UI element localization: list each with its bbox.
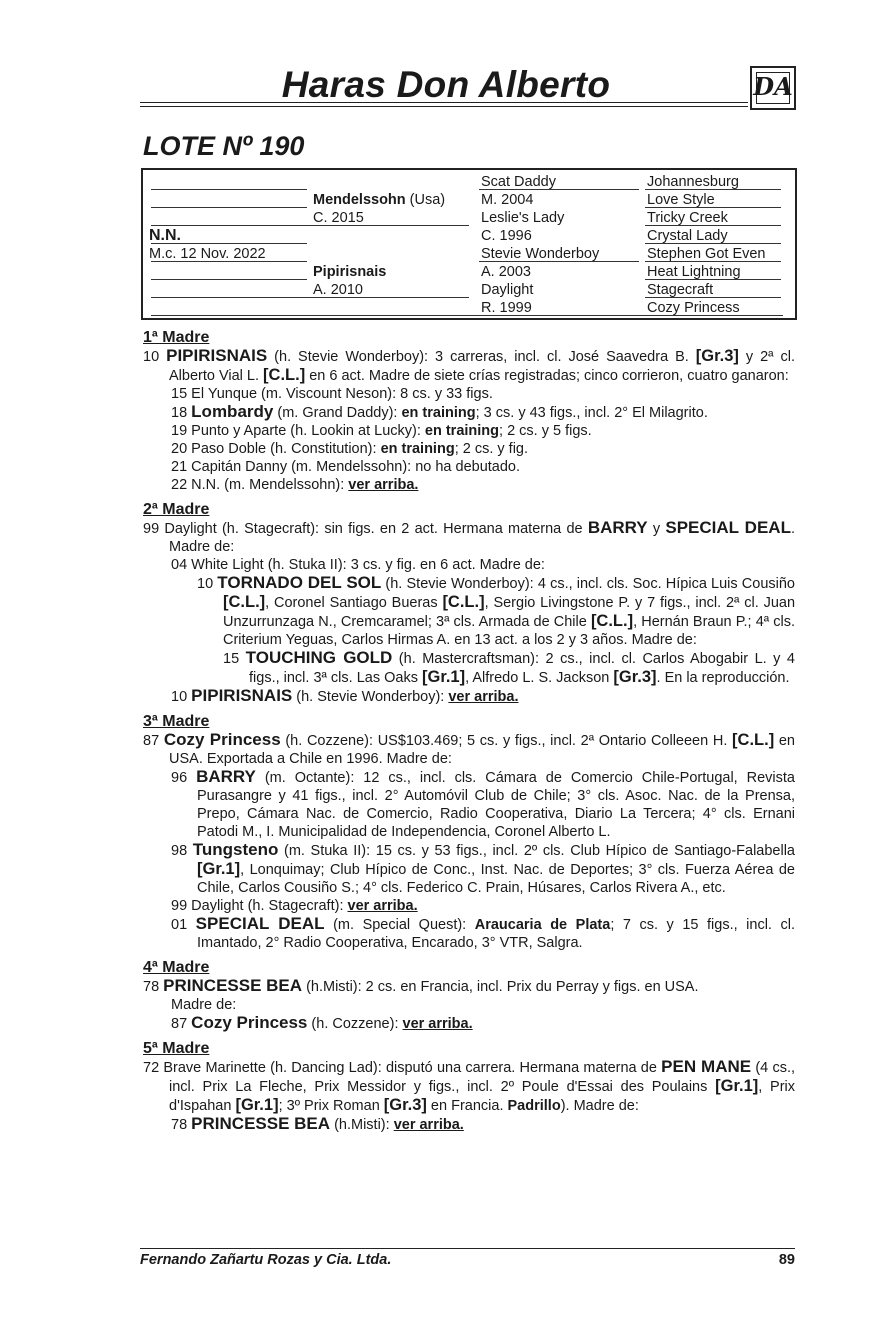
grade-badge: [C.L.] [442,593,485,611]
horse-name: Tungsteno [192,840,279,859]
offspring-entry: 96 BARRY (m. Octante): 12 cs., incl. cls. Cámara de Comercio Chile-Portugal, Revista Purasangre y 41 figs., incl. 2° Automóvil Club de Chile; 3° cls. Asoc. Nac. de la Prensa, Prepo, Cámara Nac. de Comercio, Radio Cooperativa, Diario La Tercera; 4° cls. Ernani Patodi M., I. Municipalidad de Independencia, Coronel Alberto L. [171,767,795,840]
ver-arriba-ref: ver arriba. [393,1117,464,1133]
dam-entry-cont: Madre de: [171,997,237,1013]
grade-badge: [Gr.1] [421,668,466,686]
page-footer [140,1248,795,1268]
gg-cell: Tricky Creek [647,210,728,226]
pedigree-table [141,168,797,320]
offspring-entry: 04 White Light (h. Stuka II): 3 cs. y fig. en 6 act. Madre de: [171,557,545,573]
ped-line [151,207,307,208]
sire-name: Mendelssohn [313,192,406,208]
subject-info: M.c. 12 Nov. 2022 [149,246,266,262]
sd-name: Leslie's Lady [481,210,565,226]
horse-name: SPECIAL DEAL [195,914,325,933]
gg-cell: Cozy Princess [647,300,740,316]
dam-entry: 87 Cozy Princess (h. Cozzene): US$103.469; 5 cs. y figs., incl. 2ª Ontario Colleeen H. [C.L.] en USA. Exportada a Chile en 1996. Madre de: [143,730,795,767]
grade-badge: [C.L.] [732,731,775,749]
dd-info: R. 1999 [481,300,532,316]
subject-name: N.N. [149,227,181,244]
dam-name: Pipirisnais [313,264,387,280]
offspring-entry: 01 SPECIAL DEAL (m. Special Quest): Araucaria de Plata; 7 cs. y 15 figs., incl. cl. Imantado, 2° Radio Cooperativa, Encarado, 3° VTR, Salgra. [171,914,795,951]
horse-name: TOUCHING GOLD [245,648,393,667]
horse-name: PIPIRISNAIS [166,346,268,365]
offspring-entry: 21 Capitán Danny (m. Mendelssohn): no ha debutado. [171,459,521,475]
dd-name: Daylight [481,282,534,298]
horse-name: TORNADO DEL SOL [217,573,382,592]
section-title: 1ª Madre [143,329,210,346]
lote-title: LOTE Nº 190 [143,131,305,161]
page-title: Haras Don Alberto [281,64,611,105]
grade-badge: [Gr.3] [613,668,657,686]
offspring-entry: 10 PIPIRISNAIS (h. Stevie Wonderboy): ver arriba. [171,686,519,705]
grade-badge: [C.L.] [223,593,266,611]
sire-cell [313,192,445,208]
section-4a-madre [143,958,795,1033]
header-rule-top [140,102,748,103]
offspring-entry: 19 Punto y Aparte (h. Lookin at Lucky): en training; 2 cs. y 5 figs. [171,423,592,439]
ped-line [151,297,469,298]
section-1a-madre [143,328,795,494]
horse-name: SPECIAL DEAL [665,518,791,537]
horse-name: BARRY [587,518,648,537]
section-5a-madre [143,1039,795,1134]
gg-cell: Crystal Lady [647,228,728,244]
gg-cell: Johannesburg [647,174,739,190]
gg-cell: Stagecraft [647,282,714,298]
ped-line [151,189,307,190]
grade-badge: [Gr.1] [197,860,241,878]
horse-name: PEN MANE [661,1057,752,1076]
section-title: 5ª Madre [143,1040,210,1057]
page-header [140,62,800,112]
dam-entry: 72 Brave Marinette (h. Dancing Lad): disputó una carrera. Hermana materna de PEN MANE (4 cs., incl. Prix La Fleche, Prix Messidor y figs., incl. 2º Poule d'Essai des Poulains [Gr.1], Prix d'Ispahan [Gr.1]; 3º Prix Roman [Gr.3] en Francia. Padrillo). Madre de: [143,1057,796,1114]
ds-name: Stevie Wonderboy [481,246,600,262]
section-title: 3ª Madre [143,713,210,730]
ver-arriba-ref: ver arriba. [402,1016,473,1032]
dam-entry: 99 Daylight (h. Stagecraft): sin figs. en 2 act. Hermana materna de BARRY y SPECIAL DEAL. Madre de: [143,518,795,555]
offspring-entry: 87 Cozy Princess (h. Cozzene): ver arriba. [171,1013,473,1032]
offspring-entry: 22 N.N. (m. Mendelssohn): ver arriba. [171,477,419,493]
grade-badge: [Gr.1] [715,1077,759,1095]
ver-arriba-ref: ver arriba. [348,477,419,493]
dam-entry: 10 PIPIRISNAIS (h. Stevie Wonderboy): 3 carreras, incl. cl. José Saavedra B. [Gr.3] y 2ª cl. Alberto Vial L. [C.L.] en 6 act. Madre de siete crías registradas; cinco corrieron, cuatro ganaron: [143,346,795,384]
horse-name: PIPIRISNAIS [191,686,293,705]
offspring-entry: 78 PRINCESSE BEA (h.Misti): ver arriba. [171,1114,464,1133]
page-number: 89 [778,1252,795,1268]
footer-publisher: Fernando Zañartu Rozas y Cia. Ltda. [140,1252,392,1268]
header-rule-bottom [140,106,748,107]
ver-arriba-ref: ver arriba. [448,689,519,705]
grade-badge: [Gr.3] [695,347,739,365]
offspring-entry: 98 Tungsteno (m. Stuka II): 15 cs. y 53 figs., incl. 2º cls. Club Hípico de Santiago-Falabella [Gr.1], Lonquimay; Club Hípico de Conc., Inst. Nac. de Deportes; 3° cls. Fuerza Aérea de Chile, Carlos Cousiño S.; 4° cls. Federico C. Prain, Húsares, Carlos Rivera A., etc. [171,840,795,896]
lot-description [143,328,795,1134]
ss-info: M. 2004 [481,192,534,208]
horse-name: PRINCESSE BEA [191,1114,331,1133]
section-title: 4ª Madre [143,959,210,976]
section-2a-madre [143,500,795,706]
offspring-entry: 20 Paso Doble (h. Constitution): en training; 2 cs. y fig. [171,441,529,457]
dam-entry: 78 PRINCESSE BEA (h.Misti): 2 cs. en Francia, incl. Prix du Perray y figs. en USA. [143,976,699,995]
gg-cell: Stephen Got Even [647,246,766,262]
ped-line [151,279,307,280]
offspring-entry: 18 Lombardy (m. Grand Daddy): en training; 3 cs. y 43 figs., incl. 2° El Milagrito. [171,402,708,421]
offspring-entry: 15 TOUCHING GOLD (h. Mastercraftsman): 2 cs., incl. cl. Carlos Abogabir L. y 4 figs., incl. 3ª cls. Las Oaks [Gr.1], Alfredo L. S. Jackson [Gr.3]. En la reproducción. [223,648,795,686]
gg-cell: Love Style [647,192,715,208]
section-title: 2ª Madre [143,501,210,518]
logo-monogram: DA [753,72,793,101]
sire-info: C. 2015 [313,210,364,226]
horse-name: PRINCESSE BEA [163,976,303,995]
haras-logo [750,66,796,110]
horse-name: Cozy Princess [163,730,281,749]
ped-line [151,225,469,226]
horse-name: Cozy Princess [191,1013,308,1032]
horse-name: Lombardy [191,402,274,421]
offspring-entry: 99 Daylight (h. Stagecraft): ver arriba. [171,898,418,914]
grade-badge: [C.L.] [590,612,634,630]
sd-info: C. 1996 [481,228,532,244]
gg-cell: Heat Lightning [647,264,741,280]
grade-badge: [Gr.1] [235,1096,279,1114]
offspring-entry: 15 El Yunque (m. Viscount Neson): 8 cs. y 33 figs. [171,386,493,402]
horse-name: BARRY [196,767,256,786]
grade-badge: [C.L.] [263,366,306,384]
dam-info: A. 2010 [313,282,363,298]
section-3a-madre [143,712,795,952]
offspring-entry: 10 TORNADO DEL SOL (h. Stevie Wonderboy): 4 cs., incl. cls. Soc. Hípica Luis Cousiño [C.L.], Coronel Santiago Bueras [C.L.], Sergio Livingstone P. y 7 figs., incl. 2ª cl. Juan Unzurrunzaga N., Cremcaramel; 3ª cls. Armada de Chile [C.L.], Hernán Braun P.; 4ª cls. Criterium Yeguas, Carlos Hirmas A. en 13 act. a los 2 y 3 años. Madre de: [197,573,796,648]
sire-origin: (Usa) [405,192,446,208]
ver-arriba-ref: ver arriba. [347,898,418,914]
footer-rule [140,1248,795,1249]
ss-name: Scat Daddy [481,174,556,190]
grade-badge: [Gr.3] [383,1096,427,1114]
ds-info: A. 2003 [481,264,531,280]
